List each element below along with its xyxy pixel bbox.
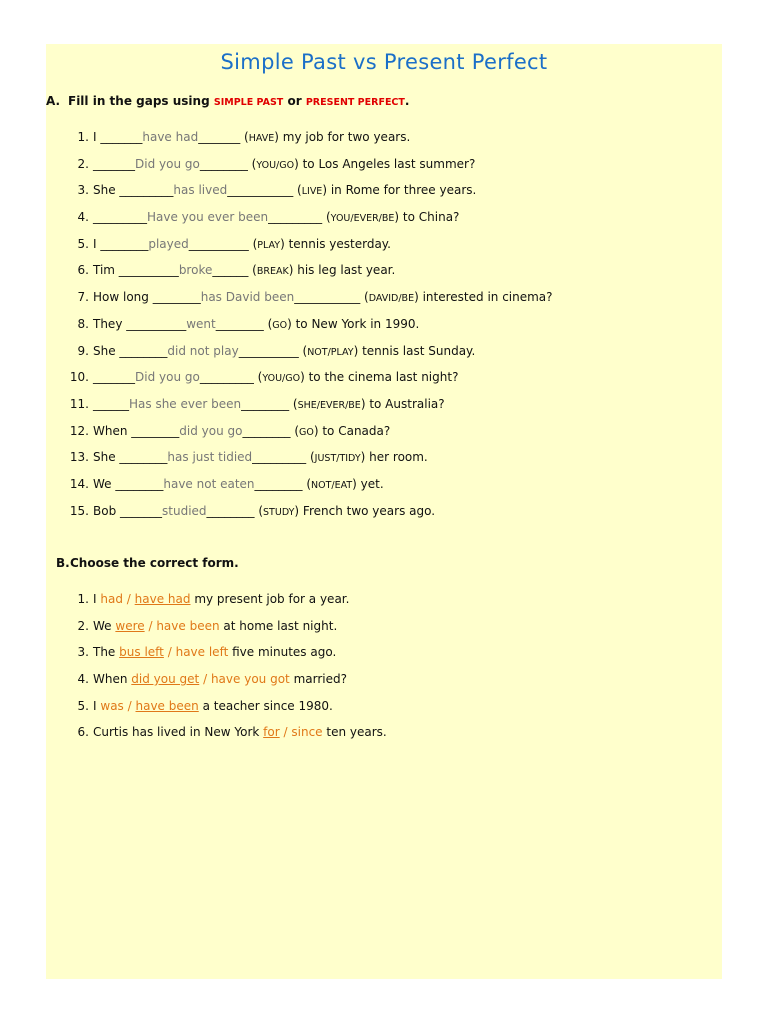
item-number: 10. — [69, 370, 89, 385]
verb-hint: HAVE — [248, 133, 275, 144]
blank-line: __________ — [238, 343, 299, 358]
sentence-end: to Los Angeles last summer? — [302, 156, 476, 171]
sentence-end: tennis last Sunday. — [362, 343, 476, 358]
option-1: were — [115, 618, 145, 633]
item-sentence: _______Did you go_________ (YOU/GO) to the cinema last night? — [93, 370, 459, 385]
item-number: 4. — [77, 672, 89, 687]
option-1: was — [100, 698, 124, 713]
item-number: 1. — [77, 130, 89, 144]
answer-text: has David been — [200, 290, 295, 305]
item-number: 15. — [69, 503, 89, 518]
item-number: 7. — [77, 290, 89, 305]
option-2: have left — [175, 645, 229, 660]
item-sentence: She ________has just tidied_________ (JUST/TIDY) her room. — [93, 450, 428, 465]
item-sentence — [93, 619, 337, 633]
verb-hint: NOT/PLAY — [307, 346, 354, 358]
option-slash: / — [167, 645, 172, 660]
item-sentence: I ________played__________ (PLAY) tennis yesterday. — [93, 236, 391, 251]
sentence-start: I — [93, 592, 97, 606]
item-sentence — [93, 699, 333, 713]
verb-hint: YOU/GO — [262, 373, 301, 385]
option-1: bus left — [119, 645, 164, 660]
item-number: 2. — [77, 618, 89, 633]
blank-line: __________ — [188, 236, 249, 251]
item-number: 6. — [77, 263, 89, 278]
sentence-end: my present job for a year. — [194, 592, 350, 606]
sentence-end: married? — [293, 672, 347, 687]
verb-hint: SHE/EVER/BE — [297, 399, 361, 411]
keyword-present-perfect: PRESENT PERFECT — [305, 97, 405, 108]
answer-text: played — [148, 236, 189, 251]
item-number: 6. — [77, 725, 89, 740]
blank-line: ________ — [206, 503, 255, 518]
worksheet-page — [46, 44, 722, 979]
option-2: have you got — [210, 672, 290, 687]
item-number: 9. — [77, 343, 89, 358]
answer-text: has just tidied — [167, 450, 253, 465]
option-slash: / — [126, 592, 131, 606]
item-number: 1. — [77, 592, 89, 606]
sentence-end: to Canada? — [322, 423, 391, 438]
blank-line: _______ — [198, 130, 241, 144]
sentence-end: in Rome for three years. — [330, 183, 477, 198]
item-number: 5. — [77, 236, 89, 251]
sentence-start: I ________ — [93, 236, 149, 251]
sentence-start: Tim __________ — [93, 263, 179, 278]
blank-line: ___________ — [294, 290, 361, 305]
option-1: did you get — [131, 672, 200, 687]
answer-text: have not eaten — [163, 476, 255, 491]
item-sentence — [93, 725, 387, 739]
item-sentence — [93, 672, 347, 686]
sentence-end: to the cinema last night? — [308, 370, 459, 385]
sentence-start: _______ — [93, 370, 135, 385]
instruction-period: . — [404, 94, 410, 108]
option-2: have been — [156, 618, 220, 633]
sentence-end: to Australia? — [369, 396, 445, 411]
item-sentence: We ________have not eaten________ (NOT/EAT) yet. — [93, 476, 384, 491]
blank-line: ______ — [212, 263, 249, 278]
page-title: Simple Past vs Present Perfect — [220, 50, 548, 74]
answer-text: studied — [162, 503, 207, 518]
option-2: since — [291, 725, 323, 740]
item-sentence: How long ________has David been___________ (DAVID/BE) interested in cinema? — [93, 290, 553, 305]
sentence-start: When ________ — [93, 423, 180, 438]
item-sentence: Bob _______studied________ (STUDY) French two years ago. — [93, 503, 436, 518]
sentence-start: The — [93, 645, 116, 660]
item-sentence: Tim __________broke______ (BREAK) his leg last year. — [93, 263, 396, 278]
answer-text: did you go — [179, 423, 243, 438]
blank-line: ___________ — [227, 183, 294, 198]
sentence-start: She ________ — [93, 450, 168, 465]
verb-hint: YOU/EVER/BE — [330, 213, 395, 225]
section-a-letter: A. — [46, 94, 61, 108]
sentence-end: tennis yesterday. — [288, 236, 391, 251]
sentence-end: yet. — [360, 476, 384, 491]
verb-hint: STUDY — [263, 506, 295, 518]
blank-line: ________ — [199, 156, 248, 171]
option-slash: / — [148, 618, 153, 633]
item-sentence: _________Have you ever been_________ (YOU/EVER/BE) to China? — [93, 210, 460, 225]
section-b-instruction: Choose the correct form. — [70, 556, 239, 570]
sentence-end: my job for two years. — [282, 130, 411, 144]
keyword-simple-past: SIMPLE PAST — [213, 97, 284, 108]
sentence-start: _________ — [93, 210, 147, 225]
sentence-start: Bob _______ — [93, 503, 163, 518]
sentence-start: She ________ — [93, 343, 168, 358]
sentence-start: When — [93, 672, 128, 687]
blank-line: _________ — [199, 370, 254, 385]
sentence-start: ______ — [93, 396, 129, 411]
item-sentence: When ________did you go________ (GO) to Canada? — [93, 423, 391, 438]
sentence-start: I _______ — [93, 130, 143, 144]
sentence-end: interested in cinema? — [422, 290, 553, 305]
option-1: for — [263, 725, 280, 740]
item-sentence: ______Has she ever been________ (SHE/EVER/BE) to Australia? — [93, 396, 445, 411]
item-sentence: I _______have had_______ (HAVE) my job for two years. — [93, 130, 411, 144]
sentence-end: to New York in 1990. — [295, 316, 420, 331]
keyword-or: or — [287, 94, 302, 108]
section-a-heading — [46, 94, 409, 108]
item-number: 4. — [77, 210, 89, 225]
sentence-start: _______ — [93, 156, 135, 171]
option-slash: / — [127, 698, 132, 713]
item-sentence — [93, 645, 336, 659]
blank-line: ________ — [215, 316, 264, 331]
blank-line: _________ — [252, 450, 307, 465]
item-number: 3. — [77, 645, 89, 660]
section-b-heading — [56, 556, 239, 570]
sentence-start: How long ________ — [93, 290, 201, 305]
answer-text: broke — [178, 263, 213, 278]
item-sentence — [93, 592, 349, 606]
option-2: have had — [134, 592, 191, 606]
answer-text: went — [186, 316, 216, 331]
option-1: had — [100, 592, 123, 606]
sentence-start: They __________ — [93, 316, 187, 331]
answer-text: Has she ever been — [129, 396, 242, 411]
sentence-end: five minutes ago. — [232, 645, 337, 660]
sentence-start: We ________ — [93, 476, 164, 491]
item-sentence: _______Did you go________ (YOU/GO) to Los Angeles last summer? — [93, 156, 476, 171]
sentence-start: She _________ — [93, 183, 174, 198]
item-sentence: She ________did not play__________ (NOT/PLAY) tennis last Sunday. — [93, 343, 476, 358]
option-slash: / — [203, 672, 208, 687]
verb-hint: JUST/TIDY — [314, 453, 361, 465]
answer-text: Did you go — [135, 156, 200, 171]
sentence-end: French two years ago. — [302, 503, 436, 518]
sentence-end: her room. — [369, 450, 428, 465]
item-number: 3. — [77, 183, 89, 198]
option-2: have been — [135, 698, 199, 713]
sentence-end: at home last night. — [223, 618, 338, 633]
blank-line: _________ — [268, 210, 323, 225]
verb-hint: YOU/GO — [256, 159, 295, 171]
section-b-letter: B. — [56, 556, 70, 570]
verb-hint: BREAK — [256, 266, 289, 278]
answer-text: has lived — [173, 183, 228, 198]
item-number: 11. — [69, 396, 89, 411]
item-number: 8. — [77, 316, 89, 331]
verb-hint: DAVID/BE — [368, 293, 415, 305]
verb-hint: PLAY — [257, 239, 281, 251]
sentence-start: I — [93, 698, 97, 713]
blank-line: ________ — [241, 396, 290, 411]
item-number: 14. — [69, 476, 89, 491]
item-number: 13. — [69, 450, 89, 465]
sentence-start: We — [93, 618, 112, 633]
answer-text: did not play — [167, 343, 239, 358]
sentence-end: a teacher since 1980. — [202, 698, 333, 713]
verb-hint: LIVE — [301, 186, 323, 198]
item-sentence: They __________went________ (GO) to New York in 1990. — [93, 316, 420, 331]
sentence-end: his leg last year. — [297, 263, 396, 278]
section-a-instruction: Fill in the gaps using — [68, 94, 210, 108]
answer-text: Did you go — [135, 370, 200, 385]
verb-hint: NOT/EAT — [311, 479, 353, 491]
option-slash: / — [283, 725, 288, 740]
blank-line: ________ — [242, 423, 291, 438]
verb-hint: GO — [299, 426, 314, 438]
item-sentence: She _________has lived___________ (LIVE) in Rome for three years. — [93, 183, 477, 198]
item-number: 12. — [69, 423, 89, 438]
verb-hint: GO — [272, 319, 288, 331]
sentence-end: ten years. — [326, 725, 387, 740]
blank-line: ________ — [254, 476, 303, 491]
answer-text: have had — [142, 130, 199, 144]
item-number: 5. — [77, 698, 89, 713]
answer-text: Have you ever been — [147, 210, 269, 225]
sentence-end: to China? — [402, 210, 460, 225]
item-number: 2. — [77, 156, 89, 171]
sentence-start: Curtis has lived in New York — [93, 725, 260, 740]
